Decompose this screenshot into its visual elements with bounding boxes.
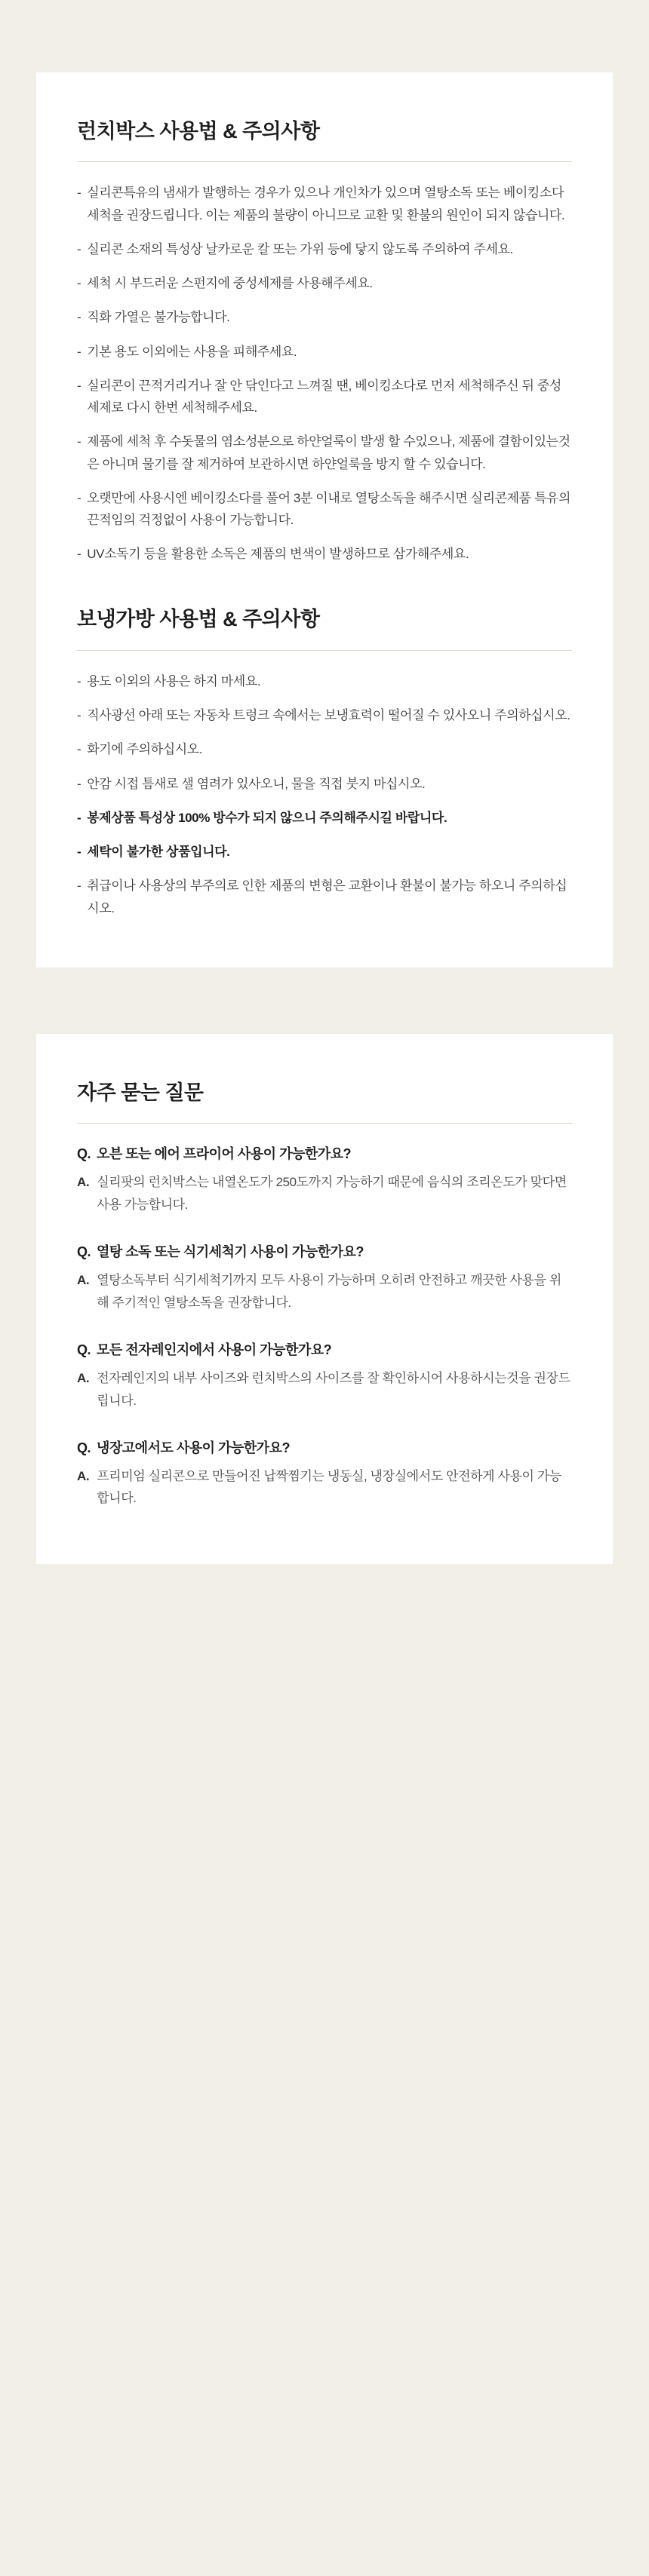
faq-question	[77, 1241, 572, 1263]
answer-text: 프리미엄 실리콘으로 만들어진 납짝찜기는 냉동실, 냉장실에서도 안전하게 사용이 가능합니다.	[97, 1468, 561, 1506]
faq-answer	[77, 1465, 572, 1510]
question-text: 열탕 소독 또는 식기세척기 사용이 가능한가요?	[97, 1244, 364, 1260]
list-item-text: 실리콘 소재의 특성상 날카로운 칼 또는 가위 등에 닿지 않도록 주의하여 주세요.	[87, 241, 513, 256]
list-item-text: 안감 시접 틈새로 샐 염려가 있사오니, 물을 직접 붓지 마십시오.	[87, 776, 426, 791]
cooler-bag-caution-list	[77, 670, 572, 919]
lunchbox-usage-section	[77, 118, 572, 565]
faq-question	[77, 1143, 572, 1165]
list-item	[77, 875, 572, 918]
list-item	[77, 773, 572, 795]
bullet-dash: -	[77, 742, 82, 757]
list-item	[77, 238, 572, 260]
question-marker: Q.	[77, 1146, 91, 1162]
list-item-text: 직화 가열은 불가능합니다.	[87, 310, 230, 325]
list-item-text: 봉제상품 특성상 100% 방수가 되지 않으니 주의해주시길 바랍니다.	[87, 810, 448, 825]
question-marker: Q.	[77, 1342, 91, 1358]
list-item	[77, 807, 572, 829]
usage-instructions-card	[36, 72, 613, 968]
faq-answer	[77, 1367, 572, 1412]
cooler-bag-usage-section	[77, 606, 572, 918]
list-item-text: 용도 이외의 사용은 하지 마세요.	[87, 673, 261, 688]
bullet-dash: -	[77, 490, 82, 505]
answer-text: 실리팟의 런치박스는 내열온도가 250도까지 가능하기 때문에 음식의 조리온도가 맞다면 사용 가능합니다.	[97, 1175, 567, 1212]
bullet-dash: -	[77, 845, 82, 860]
faq-question	[77, 1437, 572, 1459]
answer-text: 열탕소독부터 식기세척기까지 모두 사용이 가능하며 오히려 안전하고 깨끗한 사용을 위해 주기적인 열탕소독을 권장합니다.	[97, 1272, 561, 1310]
list-item-text: 화기에 주의하십시오.	[87, 742, 203, 757]
list-item	[77, 841, 572, 863]
question-text: 냉장고에서도 사용이 가능한가요?	[97, 1440, 290, 1456]
lunchbox-section-title: 런치박스 사용법 & 주의사항	[77, 120, 320, 143]
list-item	[77, 738, 572, 760]
bullet-dash: -	[77, 241, 82, 256]
faq-section-title: 자주 묻는 질문	[77, 1081, 204, 1104]
list-item	[77, 670, 572, 692]
faq-answer	[77, 1269, 572, 1314]
lunchbox-caution-list	[77, 182, 572, 565]
faq-list	[77, 1143, 572, 1510]
list-item	[77, 1437, 572, 1510]
list-item-text: 취급이나 사용상의 부주의로 인한 제품의 변형은 교환이나 환불이 불가능 하오니 주의하십시오.	[87, 879, 567, 915]
list-item-text: 실리콘이 끈적거리거나 잘 안 닦인다고 느껴질 땐, 베이킹소다로 먼저 세척해주신 뒤 중성세제로 다시 한번 세척해주세요.	[87, 378, 561, 416]
list-item-text: 기본 용도 이외에는 사용을 피해주세요.	[87, 344, 297, 359]
list-item-text: 제품에 세척 후 수돗물의 염소성분으로 하얀얼룩이 발생 할 수있으나, 제품에 결함이있는것은 아니며 물기를 잘 제거하여 보관하시면 하얀얼룩을 방지 할 수 있습니다.	[87, 434, 571, 471]
list-item	[77, 1241, 572, 1314]
answer-text: 전자레인지의 내부 사이즈와 런치박스의 사이즈를 잘 확인하시어 사용하시는것을 권장드립니다.	[97, 1370, 571, 1408]
faq-answer	[77, 1171, 572, 1216]
answer-marker: A.	[77, 1370, 90, 1385]
list-item	[77, 341, 572, 363]
list-item	[77, 306, 572, 328]
section-divider	[77, 161, 572, 162]
bullet-dash: -	[77, 310, 82, 325]
bullet-dash: -	[77, 344, 82, 359]
section-divider	[77, 650, 572, 651]
bullet-dash: -	[77, 708, 82, 723]
bullet-dash: -	[77, 776, 82, 791]
answer-marker: A.	[77, 1272, 90, 1287]
list-item	[77, 487, 572, 531]
bullet-dash: -	[77, 276, 82, 291]
list-item-text: 세탁이 불가한 상품입니다.	[87, 845, 230, 860]
answer-marker: A.	[77, 1468, 90, 1483]
bullet-dash: -	[77, 673, 82, 688]
question-marker: Q.	[77, 1244, 91, 1260]
list-item	[77, 704, 572, 726]
faq-card	[36, 1034, 613, 1564]
answer-marker: A.	[77, 1175, 90, 1190]
list-item-text: 세척 시 부드러운 스펀지에 중성세제를 사용해주세요.	[87, 276, 373, 291]
list-item-text: 실리콘특유의 냄새가 발행하는 경우가 있으나 개인차가 있으며 열탕소독 또는 베이킹소다 세척을 권장드립니다. 이는 제품의 불량이 아니므로 교환 및 환불의 원인이 되지 않습니다.	[87, 186, 565, 222]
section-divider	[77, 1123, 572, 1124]
list-item	[77, 272, 572, 294]
list-item-text: UV소독기 등을 활용한 소독은 제품의 변색이 발생하므로 삼가해주세요.	[87, 547, 469, 562]
list-item-text: 직사광선 아래 또는 자동차 트렁크 속에서는 보냉효력이 떨어질 수 있사오니 주의하십시오.	[87, 708, 571, 723]
list-item	[77, 375, 572, 419]
list-item	[77, 1143, 572, 1216]
question-marker: Q.	[77, 1440, 91, 1456]
faq-question	[77, 1339, 572, 1361]
question-text: 오븐 또는 에어 프라이어 사용이 가능한가요?	[97, 1146, 351, 1162]
list-item	[77, 543, 572, 565]
bullet-dash: -	[77, 547, 82, 562]
bullet-dash: -	[77, 810, 82, 825]
bullet-dash: -	[77, 434, 82, 449]
bullet-dash: -	[77, 879, 82, 894]
list-item	[77, 1339, 572, 1412]
list-item	[77, 431, 572, 474]
list-item-text: 오랫만에 사용시엔 베이킹소다를 풀어 3분 이내로 열탕소독을 해주시면 실리콘제품 특유의 끈적임의 걱정없이 사용이 가능합니다.	[87, 490, 571, 528]
list-item	[77, 182, 572, 225]
cooler-bag-section-title: 보냉가방 사용법 & 주의사항	[77, 608, 320, 631]
question-text: 모든 전자레인지에서 사용이 가능한가요?	[97, 1342, 332, 1358]
bullet-dash: -	[77, 378, 82, 393]
bullet-dash: -	[77, 186, 82, 201]
